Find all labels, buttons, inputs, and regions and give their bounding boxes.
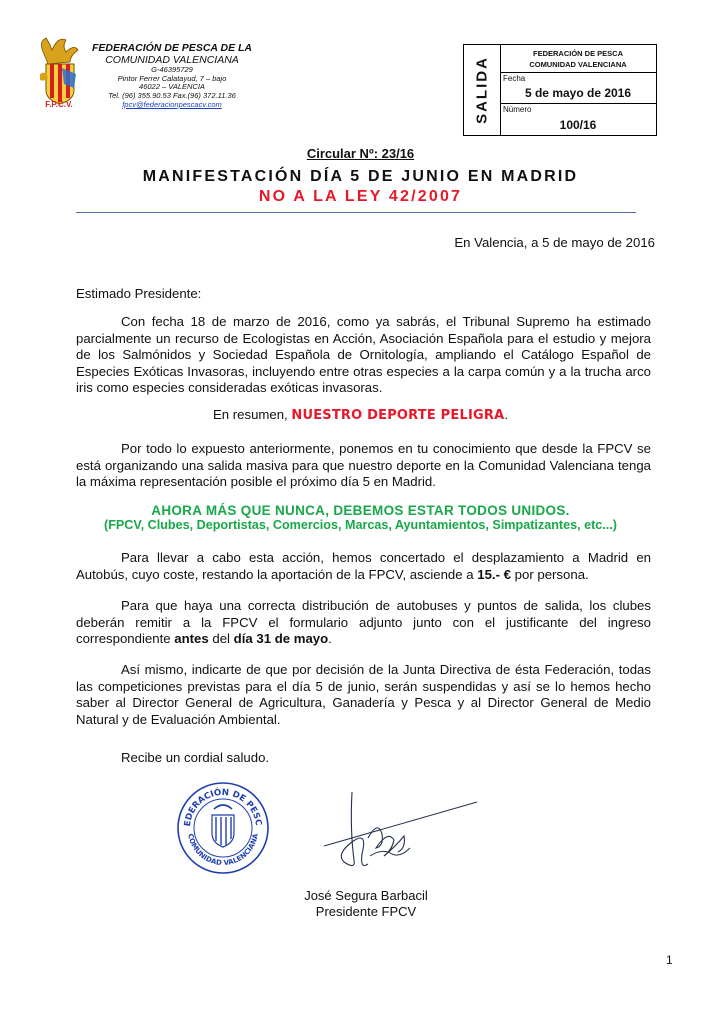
- document-title: MANIFESTACIÓN DÍA 5 DE JUNIO EN MADRID: [142, 168, 579, 185]
- stamp-number-row: [500, 104, 656, 135]
- summary-highlight: NUESTRO DEPORTE PELIGRA: [291, 408, 505, 423]
- unity-participants: (FPCV, Clubes, Deportistas, Comercios, Marcas, Ayuntamientos, Simpatizantes, etc...): [104, 518, 617, 532]
- deadline-connector: del: [208, 631, 234, 646]
- stamp-date-row: [500, 73, 656, 104]
- handwritten-signature: [322, 790, 482, 890]
- org-name-line1: FEDERACIÓN DE PESCA DE LA: [91, 42, 253, 54]
- closing-greeting: Recibe un cordial saludo.: [121, 750, 270, 765]
- stamp-salida-text: SALIDA: [473, 56, 491, 124]
- circular-number: Circular Nº: 23/16: [306, 146, 415, 161]
- paragraph-deadline: [76, 598, 651, 648]
- signer-name: José Segura Barbacil: [304, 888, 428, 903]
- org-cif: G-46395729: [151, 65, 193, 75]
- organization-header: [82, 42, 262, 109]
- paragraph-ruling: Con fecha 18 de marzo de 2016, como ya sabrás, el Tribunal Supremo ha estimado parcialmente un recurso de Ecologistas en Acción, Asociación Española para el estudio y mejora de los Salmónidos y Sociedad Española de Ornitología, ampliando el Catálogo Español de Especies Exóticas Invasoras, incluyendo entre otras especies a la carpa común y a la trucha arco iris como especies consideradas exóticas invasoras.: [76, 314, 651, 395]
- stamp-number-value: 100/16: [559, 118, 597, 132]
- svg-text:COMUNIDAD VALENCIANA: [186, 832, 260, 867]
- federation-logo: [36, 34, 82, 112]
- org-address-street: Pintor Ferrer Calatayud, 7 – bajo: [117, 73, 227, 83]
- federation-seal: [176, 781, 270, 875]
- paragraph-trip: Por todo lo expuesto anteriormente, ponemos en tu conocimiento que desde la FPCV se está organizando una salida masiva para que nuestro deporte en la Comunidad Valenciana tenga la máxima representación posible el próximo día 5 en Madrid.: [76, 441, 651, 489]
- signer-role: Presidente FPCV: [315, 904, 417, 919]
- svg-text:FEDERACIÓN DE PESCA: [176, 781, 263, 827]
- deadline-end: .: [328, 631, 332, 646]
- page-number: 1: [666, 953, 673, 967]
- deadline-before: antes: [174, 631, 209, 646]
- org-email-link[interactable]: fpcv@federacionpescacv.com: [122, 99, 222, 109]
- stamp-title-line1: FEDERACIÓN DE PESCA: [532, 49, 623, 58]
- org-name-line2: COMUNIDAD VALENCIANA: [105, 54, 239, 67]
- salutation: Estimado Presidente:: [76, 286, 202, 301]
- org-phone-fax: Tel. (96) 355.90.53 Fax.(96) 372.11.36: [108, 91, 236, 100]
- bus-cost-text: Para llevar a cabo esta acción, hemos concertado el desplazamiento a Madrid en Autobús, cuyo coste, restando la aportación de la FPCV, asciende a: [76, 550, 651, 582]
- bus-cost-unit: por persona.: [510, 566, 589, 582]
- summary-line: [0, 407, 721, 425]
- logo-caption: F.P.C.V.: [45, 100, 73, 109]
- org-address-city: 46022 – VALENCIA: [139, 82, 205, 92]
- paragraph-suspension: Así mismo, indicarte de que por decisión de la Junta Directiva de ésta Federación, todas las competiciones previstas para el día 5 de junio, serán suspendidas y así se lo hemos hecho saber al Director General de Agricultura, Ganadería y Pesca y al Director General de Medio Natural y de Evaluación Ambiental.: [76, 662, 651, 727]
- stamp-date-label: Fecha: [503, 74, 526, 83]
- title-divider: [76, 212, 636, 213]
- stamp-title: [500, 45, 656, 73]
- stamp-title-line2: COMUNIDAD VALENCIANA: [529, 60, 627, 69]
- stamp-date-value: 5 de mayo de 2016: [524, 86, 632, 100]
- unity-callout: [0, 503, 721, 532]
- letter-date: En Valencia, a 5 de mayo de 2016: [454, 235, 655, 250]
- seal-bottom-text: COMUNIDAD VALENCIANA: [186, 832, 260, 868]
- seal-top-text: EDERACIÓN DE PESC: [182, 787, 263, 828]
- stamp-number-label: Número: [503, 105, 532, 114]
- summary-prefix: En resumen,: [212, 407, 292, 422]
- deadline-date: día 31 de mayo: [233, 631, 329, 646]
- outgoing-registry-stamp: [463, 44, 657, 136]
- stamp-side-label: [464, 45, 501, 135]
- summary-suffix: .: [504, 407, 509, 422]
- unity-headline: AHORA MÁS QUE NUNCA, DEBEMOS ESTAR TODOS UNIDOS.: [151, 503, 570, 518]
- bus-cost-amount: 15.- €: [477, 566, 511, 582]
- deadline-text: Para que haya una correcta distribución de autobuses y puntos de salida, los clubes deberán remitir a la FPCV el formulario adjunto junto con el justificante del ingreso correspondiente: [76, 598, 651, 646]
- signer-block: [300, 888, 432, 920]
- document-subtitle: NO A LA LEY 42/2007: [258, 188, 463, 205]
- paragraph-bus-cost: [76, 550, 651, 583]
